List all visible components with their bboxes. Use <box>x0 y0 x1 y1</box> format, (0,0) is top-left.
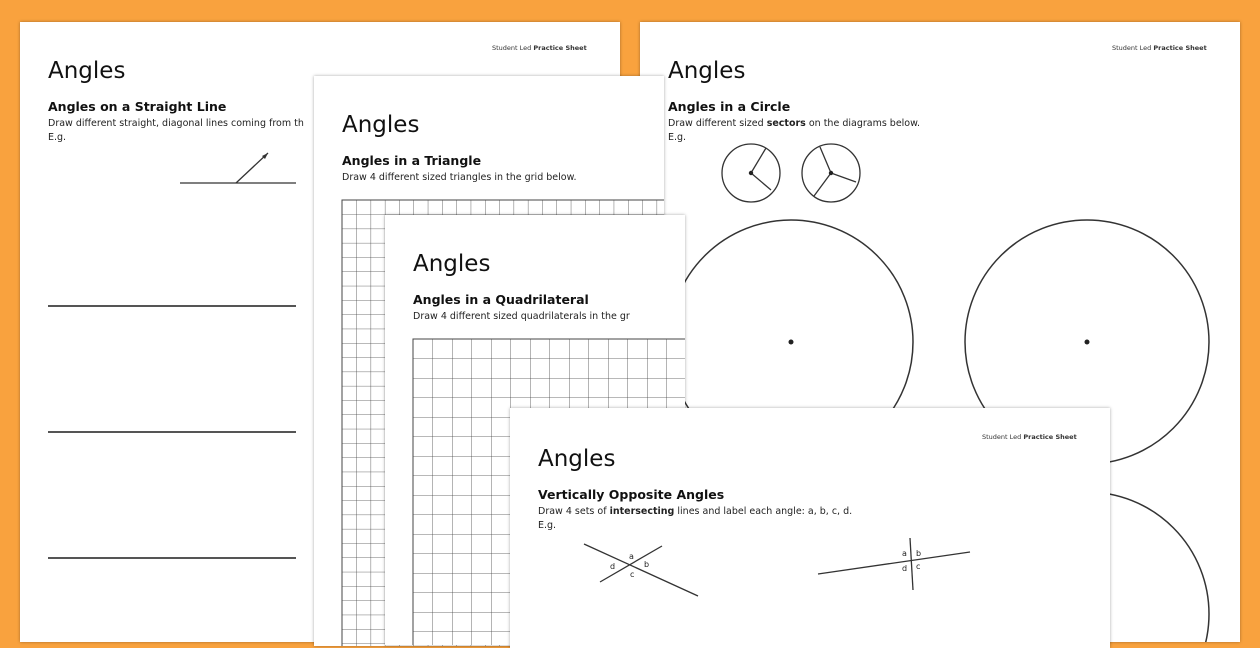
angle-label-d: d <box>610 562 616 571</box>
sheet-subtitle: Angles in a Triangle <box>342 153 482 168</box>
answer-line <box>48 557 296 559</box>
example-label: E.g. <box>668 132 687 143</box>
sector-example-2 <box>800 142 864 206</box>
sheet-subtitle: Angles on a Straight Line <box>48 99 227 114</box>
sheet-instruction: Draw different sized sectors on the diagrams below. <box>668 118 921 129</box>
angle-label-a: a <box>629 552 634 561</box>
sheet-subtitle: Angles in a Circle <box>668 99 791 114</box>
answer-line <box>48 431 296 433</box>
sheet-title: Angles <box>538 446 616 472</box>
sheet-tag: Student Led Practice Sheet <box>492 44 587 52</box>
sheet-instruction: Draw 4 different sized triangles in the grid below. <box>342 172 577 183</box>
sheet-instruction: Draw 4 different sized quadrilaterals in the gr <box>413 311 630 322</box>
sheet-title: Angles <box>342 112 420 138</box>
angle-label-b: b <box>644 560 650 569</box>
answer-line <box>48 305 296 307</box>
sheet-title: Angles <box>48 58 126 84</box>
sheet-tag: Student Led Practice Sheet <box>982 433 1077 441</box>
sheet-tag: Student Led Practice Sheet <box>1112 44 1207 52</box>
sheet-instruction: Draw 4 sets of intersecting lines and label each angle: a, b, c, d. <box>538 506 853 517</box>
example-label: E.g. <box>48 132 67 143</box>
angle-label-c: c <box>630 570 635 579</box>
straight-line-example-diagram <box>180 147 300 187</box>
angle-label-b: b <box>916 549 922 558</box>
angle-label-d: d <box>902 564 908 573</box>
intersecting-lines-example-1 <box>580 536 710 606</box>
sheet-subtitle: Angles in a Quadrilateral <box>413 292 589 307</box>
sheet-title: Angles <box>413 251 491 277</box>
angle-label-c: c <box>916 562 921 571</box>
sheet-instruction: Draw different straight, diagonal lines coming from th <box>48 118 304 129</box>
sector-example-1 <box>720 142 784 206</box>
sheet-vertically-opposite <box>510 408 1110 648</box>
sheet-subtitle: Vertically Opposite Angles <box>538 487 725 502</box>
intersecting-lines-example-2 <box>816 534 976 594</box>
angle-label-a: a <box>902 549 907 558</box>
example-label: E.g. <box>538 520 557 531</box>
sheet-title: Angles <box>668 58 746 84</box>
